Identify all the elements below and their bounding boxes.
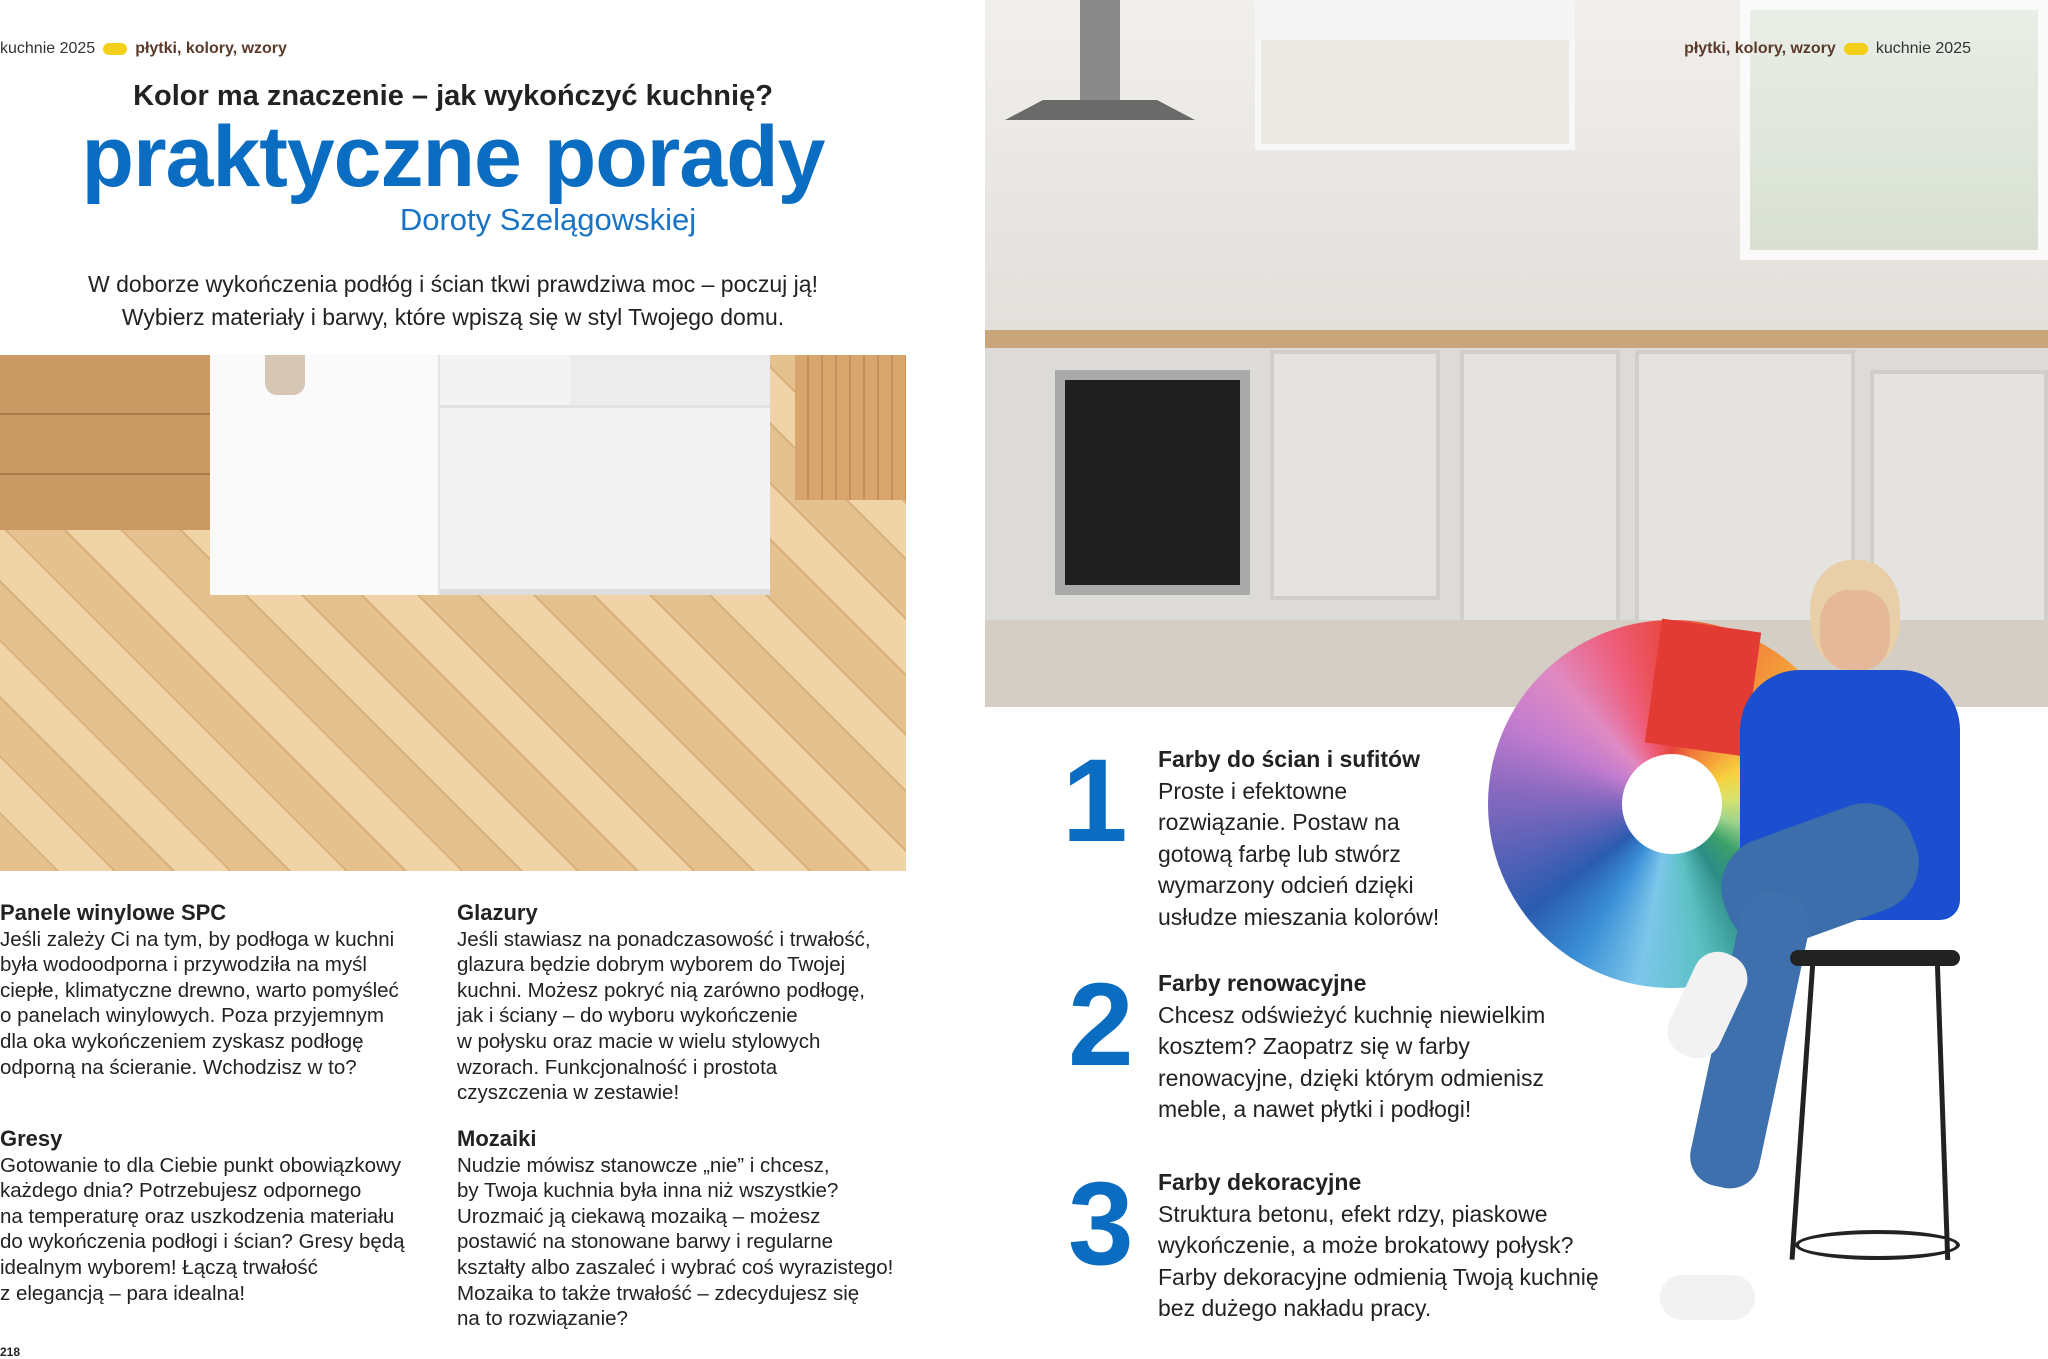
tip-decorative-paints: [1158, 1167, 1718, 1325]
line: rozwiązanie. Postaw na: [1158, 809, 1400, 835]
line: jak i ściany – do wyboru wykończenie: [457, 1004, 798, 1028]
section-glazes: [457, 900, 937, 1106]
section-title: Mozaiki: [457, 1126, 537, 1151]
line: Mozaika to także trwałość – zdecydujesz się: [457, 1281, 860, 1305]
section-title: Gresy: [0, 1126, 63, 1151]
section-mosaics: [457, 1126, 957, 1332]
intro-line: Wybierz materiały i barwy, które wpiszą się w styl Twojego domu.: [121, 304, 785, 330]
line: każdego dnia? Potrzebujesz odpornego: [0, 1179, 362, 1203]
line: Urozmaić ją ciekawą mozaiką – możesz: [457, 1204, 821, 1228]
line: meble, a nawet płytki i podłogi!: [1158, 1096, 1472, 1122]
pill-marker: [1844, 43, 1868, 55]
floor-photo: [0, 355, 906, 871]
issue-label: kuchnie 2025: [0, 40, 96, 57]
section-vinyl: [0, 900, 440, 1080]
author: Doroty Szelągowskiej: [399, 202, 697, 237]
line: ciepłe, klimatyczne drewno, warto pomyśleć: [0, 978, 399, 1002]
line: postawić na stonowane barwy i regularne: [457, 1230, 834, 1254]
line: renowacyjne, dzięki którym odmienisz: [1158, 1064, 1545, 1091]
issue-label: kuchnie 2025: [1875, 40, 1971, 57]
tip-title: Farby do ścian i sufitów: [1158, 746, 1420, 772]
header-breadcrumb-left: [0, 40, 287, 58]
page-title: praktyczne porady: [81, 109, 825, 205]
tip-number: 3: [1068, 1158, 1134, 1290]
line: kształty albo zaszaleć i wybrać coś wyrazistego!: [457, 1255, 894, 1279]
page-number: 218: [0, 1345, 21, 1359]
line: odporną na ścieranie. Wchodzisz w to?: [0, 1055, 357, 1079]
line: w połysku oraz macie w wielu stylowych: [457, 1029, 821, 1053]
line: Proste i efektowne: [1158, 777, 1348, 804]
section-gres: [0, 1126, 440, 1306]
tip-title: Farby dekoracyjne: [1158, 1169, 1362, 1195]
kicker: Kolor ma znaczenie – jak wykończyć kuchnię?: [133, 80, 773, 112]
line: Farby dekoracyjne odmienią Twoją kuchnię: [1158, 1263, 1599, 1290]
line: kuchni. Możesz pokryć nią zarówno podłogę,: [457, 978, 865, 1002]
tip-wall-paints: [1158, 744, 1718, 933]
intro: [0, 268, 906, 334]
line: z elegancją – para idealna!: [0, 1281, 246, 1305]
line: była wodoodporna i przywodziła na myśl: [0, 953, 367, 977]
section-title: Glazury: [457, 900, 538, 925]
line: Struktura betonu, efekt rdzy, piaskowe: [1158, 1200, 1548, 1227]
line: o panelach winylowych. Poza przyjemnym: [0, 1004, 384, 1028]
line: bez dużego nakładu pracy.: [1158, 1295, 1432, 1321]
line: Chcesz odświeżyć kuchnię niewielkim: [1158, 1001, 1546, 1028]
pill-marker: [103, 43, 127, 55]
line: usłudze mieszania kolorów!: [1158, 903, 1440, 930]
line: Jeśli stawiasz na ponadczasowość i trwałość,: [457, 927, 871, 951]
line: wykończenie, a może brokatowy połysk?: [1158, 1232, 1574, 1258]
line: kosztem? Zaopatrz się w farby: [1158, 1033, 1470, 1059]
line: Nudzie mówisz stanowcze „nie” i chcesz,: [457, 1153, 830, 1177]
section-label: płytki, kolory, wzory: [135, 40, 287, 57]
line: glazura będzie dobrym wyborem do Twojej: [457, 953, 846, 977]
tip-number: 1: [1062, 735, 1128, 867]
line: do wykończenia podłogi i ścian? Gresy będą: [0, 1230, 405, 1254]
tip-number: 2: [1068, 959, 1134, 1091]
intro-line: W doborze wykończenia podłóg i ścian tkwi prawdziwa moc – poczuj ją!: [88, 271, 818, 297]
line: Gotowanie to dla Ciebie punkt obowiązkowy: [0, 1153, 402, 1177]
line: gotową farbę lub stwórz: [1158, 840, 1401, 867]
line: czyszczenia w zestawie!: [457, 1081, 680, 1105]
tip-renovation-paints: [1158, 968, 1718, 1126]
line: wzorach. Funkcjonalność i prostota: [457, 1055, 778, 1079]
line: wymarzony odcień dzięki: [1158, 872, 1414, 898]
line: na to rozwiązanie?: [457, 1307, 628, 1331]
header-breadcrumb-right: [1684, 40, 1971, 58]
line: dla oka wykończeniem zyskasz podłogę: [0, 1029, 364, 1053]
line: idealnym wyborem! Łączą trwałość: [0, 1255, 318, 1279]
section-label: płytki, kolory, wzory: [1684, 40, 1836, 57]
line: by Twoja kuchnia była inna niż wszystkie?: [457, 1179, 839, 1203]
tip-title: Farby renowacyjne: [1158, 970, 1367, 996]
line: na temperaturę oraz uszkodzenia materiału: [0, 1204, 395, 1228]
section-title: Panele winylowe SPC: [0, 900, 227, 925]
line: Jeśli zależy Ci na tym, by podłoga w kuchni: [0, 927, 395, 951]
